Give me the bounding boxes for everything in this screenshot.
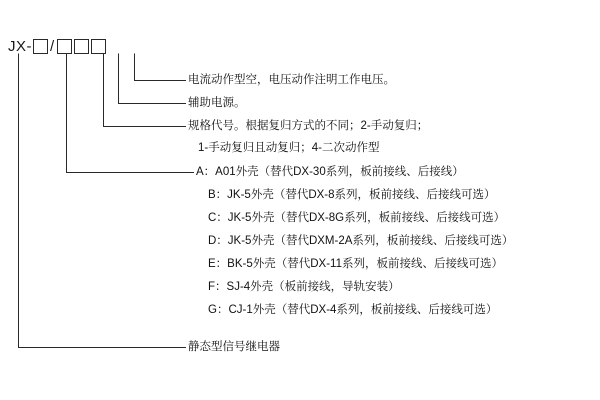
annotation-auxiliary-power: 辅助电源。: [188, 97, 246, 109]
model-code-prefix: JX-: [8, 38, 32, 55]
annotation-spec-code: 规格代号。根据复归方式的不同；2-手动复归；: [188, 120, 429, 132]
model-code-separator: /: [50, 38, 55, 55]
annotation-spec-code-cont: 1-手动复归且动复归；4-二次动作型: [198, 142, 380, 154]
annotation-case-b: B：JK-5外壳（替代DX-8系列，板前接线、后接线可选）: [208, 189, 496, 201]
annotation-case-a: A：A01外壳（替代DX-30系列，板前接线、后接线）: [196, 166, 464, 178]
annotation-current-voltage-type: 电流动作型空，电压动作注明工作电压。: [188, 74, 395, 86]
annotation-case-c: C：JK-5外壳（替代DX-8G系列，板前接线、后接线可选）: [208, 212, 506, 224]
annotation-case-e: E：BK-5外壳（替代DX-11系列，板前接线、后接线可选）: [208, 258, 503, 270]
annotation-case-d: D：JK-5外壳（替代DXM-2A系列，板前接线、后接线可选）: [208, 235, 514, 247]
annotation-product-name: 静态型信号继电器: [188, 341, 280, 353]
annotation-case-f: F：SJ-4外壳（板前接线，导轨安装）: [208, 281, 400, 293]
annotation-case-g: G：CJ-1外壳（替代DX-4系列，板前接线、后接线可选）: [208, 304, 498, 316]
